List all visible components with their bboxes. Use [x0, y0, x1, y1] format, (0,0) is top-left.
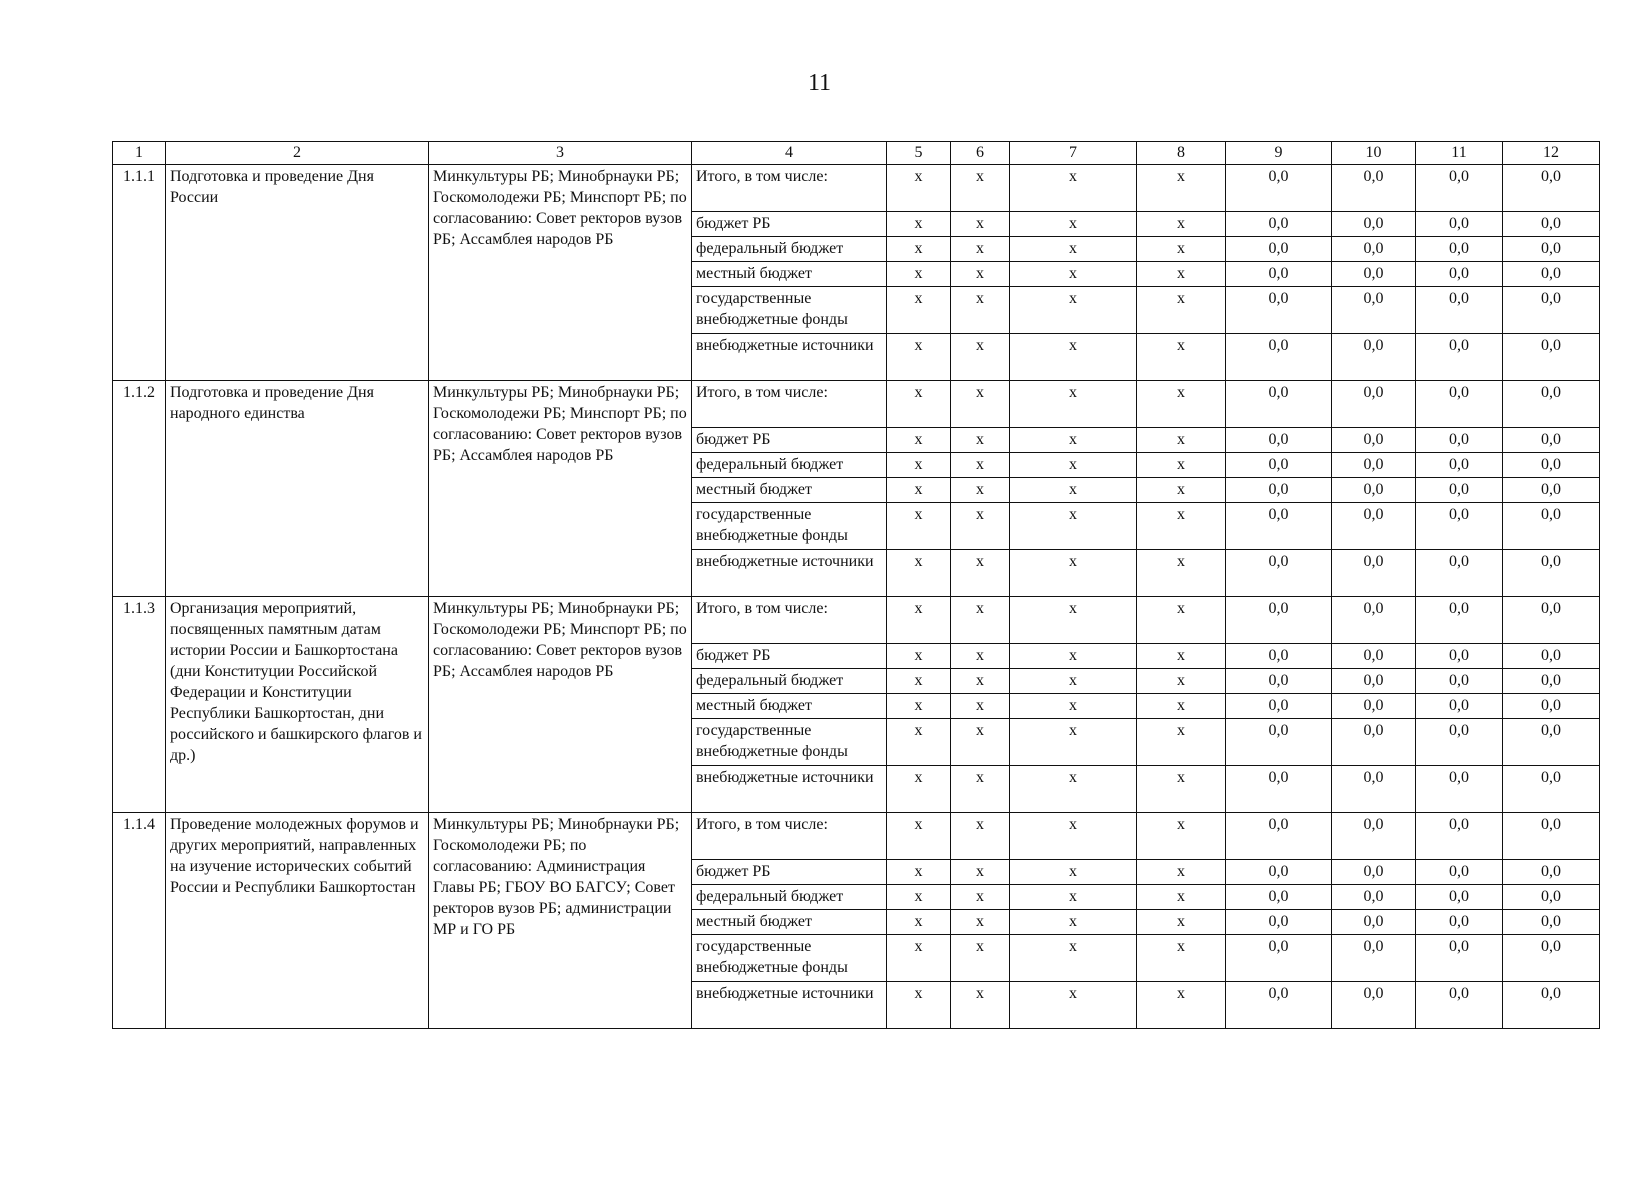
amount-cell: 0,0: [1416, 813, 1503, 860]
amount-cell: 0,0: [1416, 885, 1503, 910]
amount-cell: 0,0: [1226, 237, 1332, 262]
amount-cell: 0,0: [1332, 669, 1416, 694]
table-body: [113, 165, 1600, 1029]
marker-cell: х: [1137, 503, 1226, 550]
amount-cell: 0,0: [1226, 766, 1332, 813]
marker-cell: х: [887, 428, 951, 453]
header-col-9: 9: [1226, 142, 1332, 165]
marker-cell: х: [887, 644, 951, 669]
item-name: Организация мероприятий, посвященных памятным датам истории России и Башкортостана (дни Конституции Российской Федерации и Конституции Республики Башкортостан, дни российского и башкирского флагов и др.): [166, 597, 429, 813]
marker-cell: х: [1137, 165, 1226, 212]
marker-cell: х: [951, 287, 1010, 334]
amount-cell: 0,0: [1332, 885, 1416, 910]
amount-cell: 0,0: [1226, 813, 1332, 860]
amount-cell: 0,0: [1416, 165, 1503, 212]
marker-cell: х: [887, 478, 951, 503]
amount-cell: 0,0: [1416, 381, 1503, 428]
amount-cell: 0,0: [1226, 262, 1332, 287]
marker-cell: х: [951, 935, 1010, 982]
amount-cell: 0,0: [1416, 212, 1503, 237]
marker-cell: х: [1137, 813, 1226, 860]
amount-cell: 0,0: [1503, 165, 1600, 212]
funding-source: Итого, в том числе:: [692, 381, 887, 428]
amount-cell: 0,0: [1503, 453, 1600, 478]
funding-source: федеральный бюджет: [692, 885, 887, 910]
item-executors: Минкультуры РБ; Минобрнауки РБ; Госкомолодежи РБ; Минспорт РБ; по согласованию: Совет ректоров вузов РБ; Ассамблея народов РБ: [429, 381, 692, 597]
marker-cell: х: [1010, 644, 1137, 669]
marker-cell: х: [951, 237, 1010, 262]
amount-cell: 0,0: [1416, 478, 1503, 503]
marker-cell: х: [1010, 212, 1137, 237]
marker-cell: х: [1010, 694, 1137, 719]
item-code: 1.1.3: [113, 597, 166, 813]
marker-cell: х: [1137, 262, 1226, 287]
marker-cell: х: [1137, 694, 1226, 719]
amount-cell: 0,0: [1332, 813, 1416, 860]
marker-cell: х: [887, 381, 951, 428]
marker-cell: х: [887, 503, 951, 550]
funding-source: местный бюджет: [692, 910, 887, 935]
amount-cell: 0,0: [1226, 644, 1332, 669]
item-executors: Минкультуры РБ; Минобрнауки РБ; Госкомолодежи РБ; Минспорт РБ; по согласованию: Совет ректоров вузов РБ; Ассамблея народов РБ: [429, 165, 692, 381]
funding-source: Итого, в том числе:: [692, 597, 887, 644]
marker-cell: х: [1137, 381, 1226, 428]
marker-cell: х: [951, 503, 1010, 550]
amount-cell: 0,0: [1226, 982, 1332, 1029]
amount-cell: 0,0: [1416, 910, 1503, 935]
marker-cell: х: [1137, 550, 1226, 597]
amount-cell: 0,0: [1503, 910, 1600, 935]
funding-source: Итого, в том числе:: [692, 813, 887, 860]
amount-cell: 0,0: [1332, 860, 1416, 885]
marker-cell: х: [887, 212, 951, 237]
amount-cell: 0,0: [1416, 550, 1503, 597]
marker-cell: х: [887, 766, 951, 813]
amount-cell: 0,0: [1416, 644, 1503, 669]
amount-cell: 0,0: [1332, 334, 1416, 381]
marker-cell: х: [1137, 334, 1226, 381]
amount-cell: 0,0: [1503, 287, 1600, 334]
item-name: Проведение молодежных форумов и других мероприятий, направленных на изучение исторических событий России и Республики Башкортостан: [166, 813, 429, 1029]
marker-cell: х: [1137, 935, 1226, 982]
amount-cell: 0,0: [1503, 766, 1600, 813]
amount-cell: 0,0: [1416, 597, 1503, 644]
item-code: 1.1.1: [113, 165, 166, 381]
header-col-11: 11: [1416, 142, 1503, 165]
amount-cell: 0,0: [1332, 428, 1416, 453]
amount-cell: 0,0: [1503, 237, 1600, 262]
funding-source: государственные внебюджетные фонды: [692, 503, 887, 550]
amount-cell: 0,0: [1416, 453, 1503, 478]
amount-cell: 0,0: [1332, 766, 1416, 813]
funding-source: внебюджетные источники: [692, 766, 887, 813]
marker-cell: х: [1010, 550, 1137, 597]
marker-cell: х: [887, 719, 951, 766]
amount-cell: 0,0: [1226, 503, 1332, 550]
marker-cell: х: [1010, 766, 1137, 813]
marker-cell: х: [1137, 766, 1226, 813]
amount-cell: 0,0: [1226, 885, 1332, 910]
amount-cell: 0,0: [1416, 694, 1503, 719]
marker-cell: х: [887, 165, 951, 212]
funding-source: государственные внебюджетные фонды: [692, 719, 887, 766]
amount-cell: 0,0: [1332, 550, 1416, 597]
amount-cell: 0,0: [1416, 237, 1503, 262]
marker-cell: х: [887, 453, 951, 478]
amount-cell: 0,0: [1503, 694, 1600, 719]
table-header: [113, 142, 1600, 165]
amount-cell: 0,0: [1503, 212, 1600, 237]
amount-cell: 0,0: [1503, 860, 1600, 885]
funding-source: Итого, в том числе:: [692, 165, 887, 212]
amount-cell: 0,0: [1226, 212, 1332, 237]
amount-cell: 0,0: [1332, 262, 1416, 287]
amount-cell: 0,0: [1503, 262, 1600, 287]
amount-cell: 0,0: [1503, 935, 1600, 982]
marker-cell: х: [1010, 237, 1137, 262]
amount-cell: 0,0: [1332, 503, 1416, 550]
marker-cell: х: [1010, 334, 1137, 381]
amount-cell: 0,0: [1416, 719, 1503, 766]
amount-cell: 0,0: [1503, 885, 1600, 910]
funding-source: местный бюджет: [692, 478, 887, 503]
header-col-5: 5: [887, 142, 951, 165]
marker-cell: х: [1010, 860, 1137, 885]
marker-cell: х: [1137, 910, 1226, 935]
amount-cell: 0,0: [1332, 453, 1416, 478]
marker-cell: х: [1010, 287, 1137, 334]
marker-cell: х: [951, 910, 1010, 935]
amount-cell: 0,0: [1503, 503, 1600, 550]
amount-cell: 0,0: [1332, 935, 1416, 982]
marker-cell: х: [1137, 428, 1226, 453]
marker-cell: х: [1010, 262, 1137, 287]
amount-cell: 0,0: [1416, 287, 1503, 334]
item-code: 1.1.2: [113, 381, 166, 597]
marker-cell: х: [1137, 669, 1226, 694]
marker-cell: х: [1010, 428, 1137, 453]
item-executors: Минкультуры РБ; Минобрнауки РБ; Госкомолодежи РБ; по согласованию: Администрация Главы РБ; ГБОУ ВО БАГСУ; Совет ректоров вузов РБ; администрации МР и ГО РБ: [429, 813, 692, 1029]
marker-cell: х: [1010, 910, 1137, 935]
header-col-8: 8: [1137, 142, 1226, 165]
amount-cell: 0,0: [1416, 334, 1503, 381]
marker-cell: х: [951, 478, 1010, 503]
funding-source: местный бюджет: [692, 694, 887, 719]
header-col-12: 12: [1503, 142, 1600, 165]
table-row: [113, 813, 1600, 860]
amount-cell: 0,0: [1503, 982, 1600, 1029]
marker-cell: х: [887, 694, 951, 719]
marker-cell: х: [887, 813, 951, 860]
funding-source: федеральный бюджет: [692, 453, 887, 478]
item-executors: Минкультуры РБ; Минобрнауки РБ; Госкомолодежи РБ; Минспорт РБ; по согласованию: Совет ректоров вузов РБ; Ассамблея народов РБ: [429, 597, 692, 813]
amount-cell: 0,0: [1332, 694, 1416, 719]
funding-source: государственные внебюджетные фонды: [692, 287, 887, 334]
amount-cell: 0,0: [1503, 597, 1600, 644]
marker-cell: х: [887, 910, 951, 935]
amount-cell: 0,0: [1332, 478, 1416, 503]
funding-source: федеральный бюджет: [692, 669, 887, 694]
marker-cell: х: [1010, 885, 1137, 910]
marker-cell: х: [1010, 503, 1137, 550]
amount-cell: 0,0: [1416, 935, 1503, 982]
amount-cell: 0,0: [1332, 381, 1416, 428]
page-number: 11: [807, 70, 832, 96]
marker-cell: х: [887, 334, 951, 381]
marker-cell: х: [1137, 478, 1226, 503]
marker-cell: х: [951, 694, 1010, 719]
marker-cell: х: [1010, 982, 1137, 1029]
marker-cell: х: [1137, 237, 1226, 262]
funding-source: внебюджетные источники: [692, 334, 887, 381]
marker-cell: х: [887, 860, 951, 885]
amount-cell: 0,0: [1226, 428, 1332, 453]
funding-source: внебюджетные источники: [692, 550, 887, 597]
amount-cell: 0,0: [1503, 381, 1600, 428]
header-col-3: 3: [429, 142, 692, 165]
amount-cell: 0,0: [1226, 719, 1332, 766]
amount-cell: 0,0: [1332, 287, 1416, 334]
marker-cell: х: [1137, 885, 1226, 910]
marker-cell: х: [1010, 597, 1137, 644]
item-code: 1.1.4: [113, 813, 166, 1029]
marker-cell: х: [1010, 381, 1137, 428]
funding-source: бюджет РБ: [692, 644, 887, 669]
marker-cell: х: [951, 766, 1010, 813]
marker-cell: х: [951, 982, 1010, 1029]
marker-cell: х: [951, 165, 1010, 212]
marker-cell: х: [887, 597, 951, 644]
amount-cell: 0,0: [1226, 381, 1332, 428]
amount-cell: 0,0: [1332, 719, 1416, 766]
marker-cell: х: [1137, 644, 1226, 669]
amount-cell: 0,0: [1226, 935, 1332, 982]
marker-cell: х: [887, 935, 951, 982]
marker-cell: х: [1137, 212, 1226, 237]
amount-cell: 0,0: [1416, 669, 1503, 694]
marker-cell: х: [1137, 453, 1226, 478]
amount-cell: 0,0: [1226, 478, 1332, 503]
amount-cell: 0,0: [1226, 669, 1332, 694]
funding-source: бюджет РБ: [692, 860, 887, 885]
amount-cell: 0,0: [1503, 550, 1600, 597]
amount-cell: 0,0: [1226, 453, 1332, 478]
marker-cell: х: [951, 597, 1010, 644]
amount-cell: 0,0: [1503, 669, 1600, 694]
marker-cell: х: [887, 287, 951, 334]
amount-cell: 0,0: [1332, 910, 1416, 935]
funding-source: федеральный бюджет: [692, 237, 887, 262]
marker-cell: х: [887, 550, 951, 597]
amount-cell: 0,0: [1416, 766, 1503, 813]
marker-cell: х: [1010, 165, 1137, 212]
amount-cell: 0,0: [1503, 644, 1600, 669]
marker-cell: х: [1010, 478, 1137, 503]
marker-cell: х: [951, 262, 1010, 287]
amount-cell: 0,0: [1503, 428, 1600, 453]
marker-cell: х: [951, 428, 1010, 453]
amount-cell: 0,0: [1226, 910, 1332, 935]
marker-cell: х: [1010, 813, 1137, 860]
marker-cell: х: [1137, 597, 1226, 644]
marker-cell: х: [1137, 860, 1226, 885]
item-name: Подготовка и проведение Дня России: [166, 165, 429, 381]
header-col-6: 6: [951, 142, 1010, 165]
marker-cell: х: [887, 669, 951, 694]
funding-source: бюджет РБ: [692, 428, 887, 453]
marker-cell: х: [951, 860, 1010, 885]
table-row: [113, 381, 1600, 428]
header-col-1: 1: [113, 142, 166, 165]
marker-cell: х: [951, 644, 1010, 669]
marker-cell: х: [951, 453, 1010, 478]
marker-cell: х: [1137, 719, 1226, 766]
item-name: Подготовка и проведение Дня народного единства: [166, 381, 429, 597]
amount-cell: 0,0: [1503, 719, 1600, 766]
amount-cell: 0,0: [1226, 694, 1332, 719]
amount-cell: 0,0: [1416, 860, 1503, 885]
amount-cell: 0,0: [1226, 597, 1332, 644]
marker-cell: х: [887, 885, 951, 910]
amount-cell: 0,0: [1416, 262, 1503, 287]
amount-cell: 0,0: [1332, 165, 1416, 212]
amount-cell: 0,0: [1332, 237, 1416, 262]
marker-cell: х: [951, 885, 1010, 910]
marker-cell: х: [887, 262, 951, 287]
marker-cell: х: [1010, 669, 1137, 694]
marker-cell: х: [1137, 982, 1226, 1029]
amount-cell: 0,0: [1416, 982, 1503, 1029]
amount-cell: 0,0: [1226, 550, 1332, 597]
marker-cell: х: [887, 982, 951, 1029]
amount-cell: 0,0: [1416, 428, 1503, 453]
amount-cell: 0,0: [1332, 982, 1416, 1029]
header-col-4: 4: [692, 142, 887, 165]
funding-source: бюджет РБ: [692, 212, 887, 237]
marker-cell: х: [951, 381, 1010, 428]
amount-cell: 0,0: [1226, 860, 1332, 885]
amount-cell: 0,0: [1332, 212, 1416, 237]
amount-cell: 0,0: [1226, 287, 1332, 334]
amount-cell: 0,0: [1226, 165, 1332, 212]
amount-cell: 0,0: [1226, 334, 1332, 381]
amount-cell: 0,0: [1503, 334, 1600, 381]
marker-cell: х: [1010, 719, 1137, 766]
amount-cell: 0,0: [1332, 644, 1416, 669]
marker-cell: х: [887, 237, 951, 262]
marker-cell: х: [951, 719, 1010, 766]
header-row: [113, 142, 1600, 165]
header-col-2: 2: [166, 142, 429, 165]
funding-source: местный бюджет: [692, 262, 887, 287]
table-row: [113, 165, 1600, 212]
header-col-10: 10: [1332, 142, 1416, 165]
header-col-7: 7: [1010, 142, 1137, 165]
funding-source: государственные внебюджетные фонды: [692, 935, 887, 982]
amount-cell: 0,0: [1332, 597, 1416, 644]
marker-cell: х: [1137, 287, 1226, 334]
marker-cell: х: [951, 212, 1010, 237]
amount-cell: 0,0: [1416, 503, 1503, 550]
marker-cell: х: [951, 669, 1010, 694]
marker-cell: х: [951, 334, 1010, 381]
amount-cell: 0,0: [1503, 813, 1600, 860]
marker-cell: х: [1010, 935, 1137, 982]
amount-cell: 0,0: [1503, 478, 1600, 503]
funding-source: внебюджетные источники: [692, 982, 887, 1029]
marker-cell: х: [1010, 453, 1137, 478]
table-row: [113, 597, 1600, 644]
budget-table: [112, 141, 1600, 1029]
marker-cell: х: [951, 550, 1010, 597]
marker-cell: х: [951, 813, 1010, 860]
